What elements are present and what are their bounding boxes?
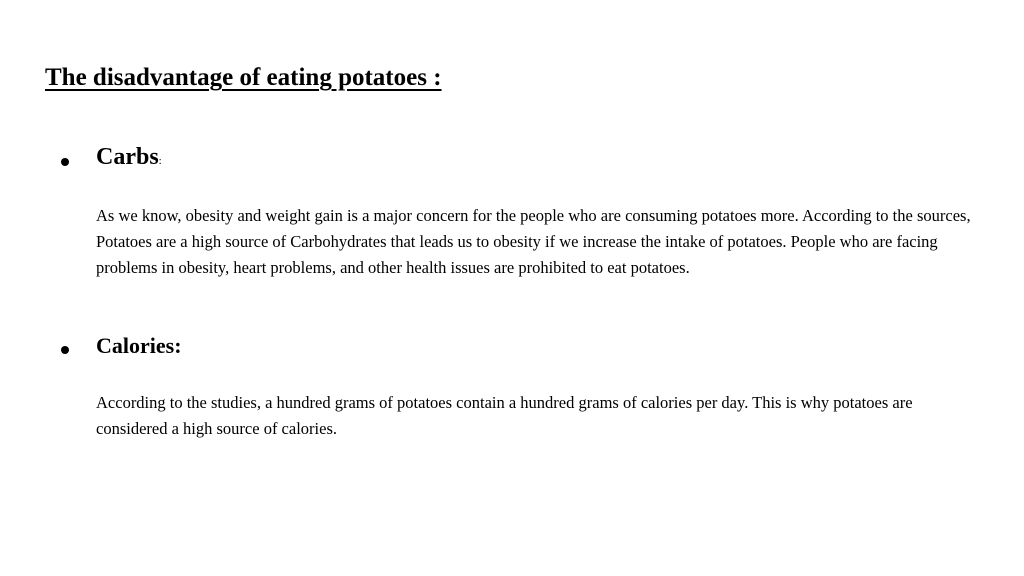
- section-body-calories: According to the studies, a hundred grams of potatoes contain a hundred grams of calories per day. This is why potatoes are considered a high source of calories.: [96, 393, 913, 438]
- section-heading-carbs: [96, 144, 162, 171]
- bullet-icon: [61, 158, 69, 166]
- section-heading-suffix: :: [158, 155, 162, 167]
- section-heading-label: Carbs: [96, 144, 159, 170]
- section-body-carbs: As we know, obesity and weight gain is a major concern for the people who are consuming potatoes more. According to the sources, Potatoes are a high source of Carbohydrates that leads us to obesity if we increase the intake of potatoes. People who are facing problems in obesity, heart problems, and other health issues are prohibited to eat potatoes.: [96, 206, 971, 277]
- page-title: The disadvantage of eating potatoes :: [45, 64, 442, 91]
- section-heading-calories: Calories:: [96, 333, 182, 358]
- bullet-icon: [61, 346, 69, 354]
